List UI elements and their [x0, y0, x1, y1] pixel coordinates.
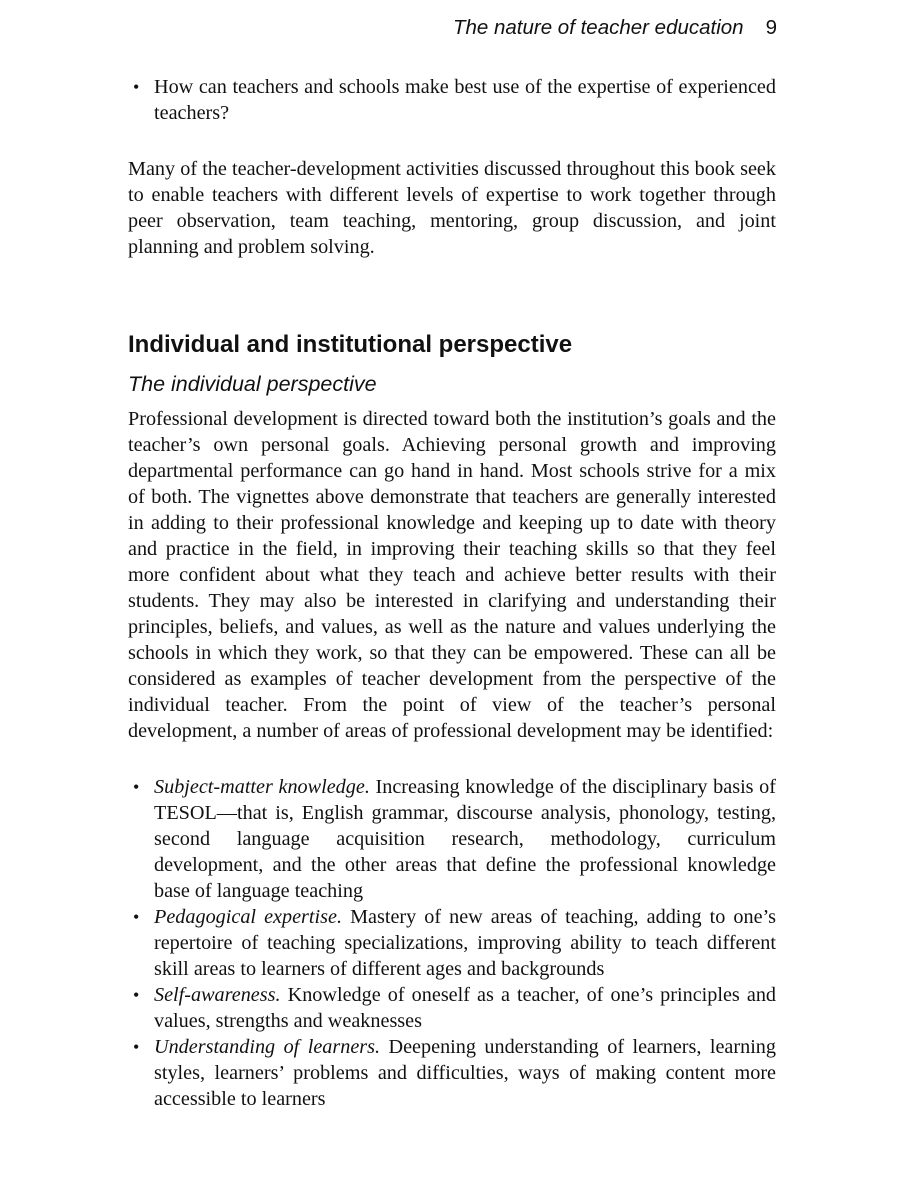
bullet-icon: • [133, 907, 140, 927]
development-areas-list [128, 774, 776, 1112]
bullet-icon: • [133, 777, 140, 797]
list-item [128, 904, 776, 982]
area-description: Knowledge of oneself as a teacher, of one’s principles and values, strengths and weaknesses [154, 984, 777, 1032]
list-item [128, 1034, 776, 1112]
bullet-icon: • [133, 1037, 140, 1057]
area-term: Understanding of learners. [154, 1036, 381, 1058]
list-item [128, 774, 776, 904]
paragraph: Many of the teacher-development activities discussed throughout this book seek to enable teachers with different levels of expertise to work together through peer observation, team teaching, mentoring, group discussion, and joint planning and problem solving. [128, 158, 776, 258]
list-item [128, 982, 776, 1034]
question-list [128, 74, 776, 126]
area-description: Deepening understanding of learners, learning styles, learners’ problems and difficulties, ways of making content more accessible to learners [154, 1036, 776, 1110]
area-term: Subject-matter knowledge. [154, 776, 370, 798]
bullet-icon: • [133, 77, 140, 97]
area-description: Increasing knowledge of the disciplinary basis of TESOL—that is, English grammar, discourse analysis, phonology, testing, second language acquisition research, methodology, curriculum development, and the other areas that define the professional knowledge base of language teaching [154, 776, 776, 902]
list-item [128, 74, 776, 126]
bullet-icon: • [133, 985, 140, 1005]
list-item-text: How can teachers and schools make best use of the expertise of experienced teachers? [154, 76, 776, 124]
subsection-heading: The individual perspective [128, 372, 377, 396]
area-description: Mastery of new areas of teaching, adding to one’s repertoire of teaching specializations, improving ability to teach different skill areas to learners of different ages and backgrounds [154, 906, 777, 980]
paragraph: Professional development is directed toward both the institution’s goals and the teacher’s own personal goals. Achieving personal growth and improving departmental performance can go hand in hand. Most schools strive for a mix of both. The vignettes above demonstrate that teachers are generally interested in adding to their professional knowledge and keeping up to date with theory and practice in the field, in improving their teaching skills so that they feel more confident about what they teach and achieve better results with their students. They may also be interested in clarifying and understanding their principles, beliefs, and values, as well as the nature and values underlying the schools in which they work, so that they can be empowered. These can all be considered as examples of teacher development from the perspective of the individual teacher. From the point of view of the teacher’s personal development, a number of areas of professional development may be identified: [128, 408, 776, 742]
area-term: Self-awareness. [154, 984, 281, 1006]
page-body [128, 74, 776, 1112]
area-term: Pedagogical expertise. [154, 906, 342, 928]
running-head [453, 16, 777, 40]
running-title: The nature of teacher education [452, 16, 744, 39]
section-heading: Individual and institutional perspective [128, 331, 573, 358]
page-number: 9 [765, 16, 777, 39]
